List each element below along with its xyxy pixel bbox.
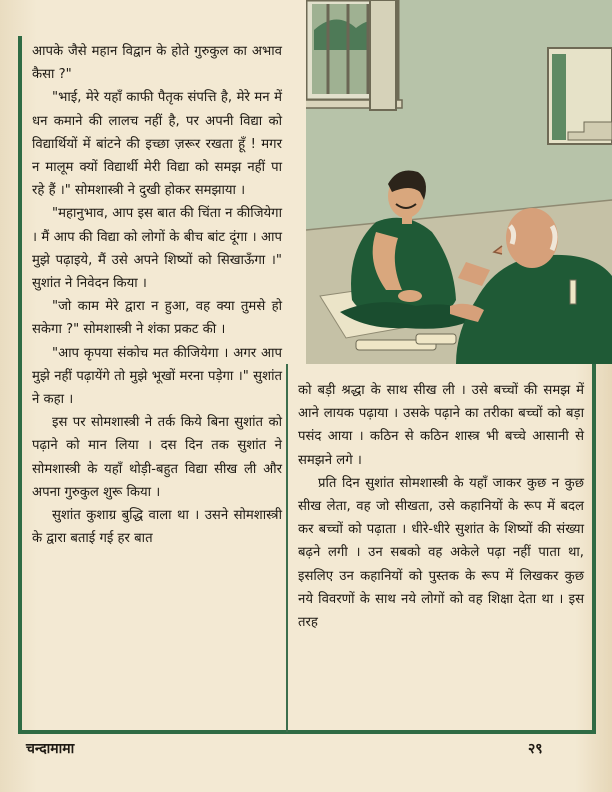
text-column-left <box>32 40 282 550</box>
text-column-right <box>298 379 584 634</box>
paragraph: सुशांत कुशाग्र बुद्धि वाला था । उसने सोमशास्त्री के द्वारा बताई गई हर बात <box>32 508 282 547</box>
story-illustration <box>306 0 612 364</box>
paragraph: को बड़ी श्रद्धा के साथ सीख ली । उसे बच्चों की समझ में आने लायक पढ़ाया । उसके पढ़ाने का तरीका बच्चों को बड़ा पसंद आया । कठिन से कठिन शास्त्र भी बच्चे आसानी से समझने लगे । <box>298 383 584 468</box>
paragraph: प्रति दिन सुशांत सोमशास्त्री के यहाँ जाकर कुछ न कुछ सीख लेता, वह जो सीखता, उसे कहानियों के रूप में बदल कर बच्चों को पढ़ाता । धीरे-धीरे सुशांत के शिष्यों की संख्या बढ़ने लगी । उन सबको वह अकेले पढ़ा नहीं पाता था, इसलिए उन कहानियों को पुस्तक के रूप में लिखकर कुछ नये विवरणों के साथ नये लोगों को वह शिक्षा देता था । इस तरह <box>298 475 584 631</box>
column-divider <box>286 364 288 732</box>
paragraph: "आप कृपया संकोच मत कीजियेगा । अगर आप मुझे नहीं पढ़ायेंगे तो मुझे भूखों मरना पड़ेगा ।" सुशांत ने कहा । <box>32 345 282 408</box>
paragraph: आपके जैसे महान विद्वान के होते गुरुकुल का अभाव कैसा ?" <box>32 44 282 83</box>
paragraph: "भाई, मेरे यहाँ काफी पैतृक संपत्ति है, मेरे मन में धन कमाने की लालच नहीं है, पर अपनी विद्या को विद्यार्थियों में बांटने की इच्छा ज़रूर रखता हूँ ! मगर न मालूम क्यों विद्यार्थी मेरी विद्या को समझ नहीं पा रहे हैं ।" सोमशास्त्री ने दुखी होकर समझाया । <box>32 90 282 199</box>
paragraph: इस पर सोमशास्त्री ने तर्क किये बिना सुशांत को पढ़ाने को मान लिया । दस दिन तक सुशांत ने सोमशास्त्री के यहाँ थोड़ी-बहुत विद्या सीख ली और अपना गुरुकुल शुरू किया । <box>32 415 282 500</box>
magazine-name: चन्दामामा <box>26 741 75 757</box>
border-left <box>18 36 22 732</box>
border-bottom <box>18 730 596 734</box>
page-number: २९ <box>528 741 543 757</box>
paragraph: "महानुभाव, आप इस बात की चिंता न कीजियेगा । मैं आप की विद्या को लोगों के बीच बांट दूंगा । आप मुझे पढ़ाइये, मैं उसे अपने शिष्यों को सिखाऊँगा ।" सुशांत ने निवेदन किया । <box>32 206 282 292</box>
border-right <box>592 364 596 734</box>
paragraph: "जो काम मेरे द्वारा न हुआ, वह क्या तुमसे हो सकेगा ?" सोमशास्त्री ने शंका प्रकट की । <box>32 299 282 338</box>
